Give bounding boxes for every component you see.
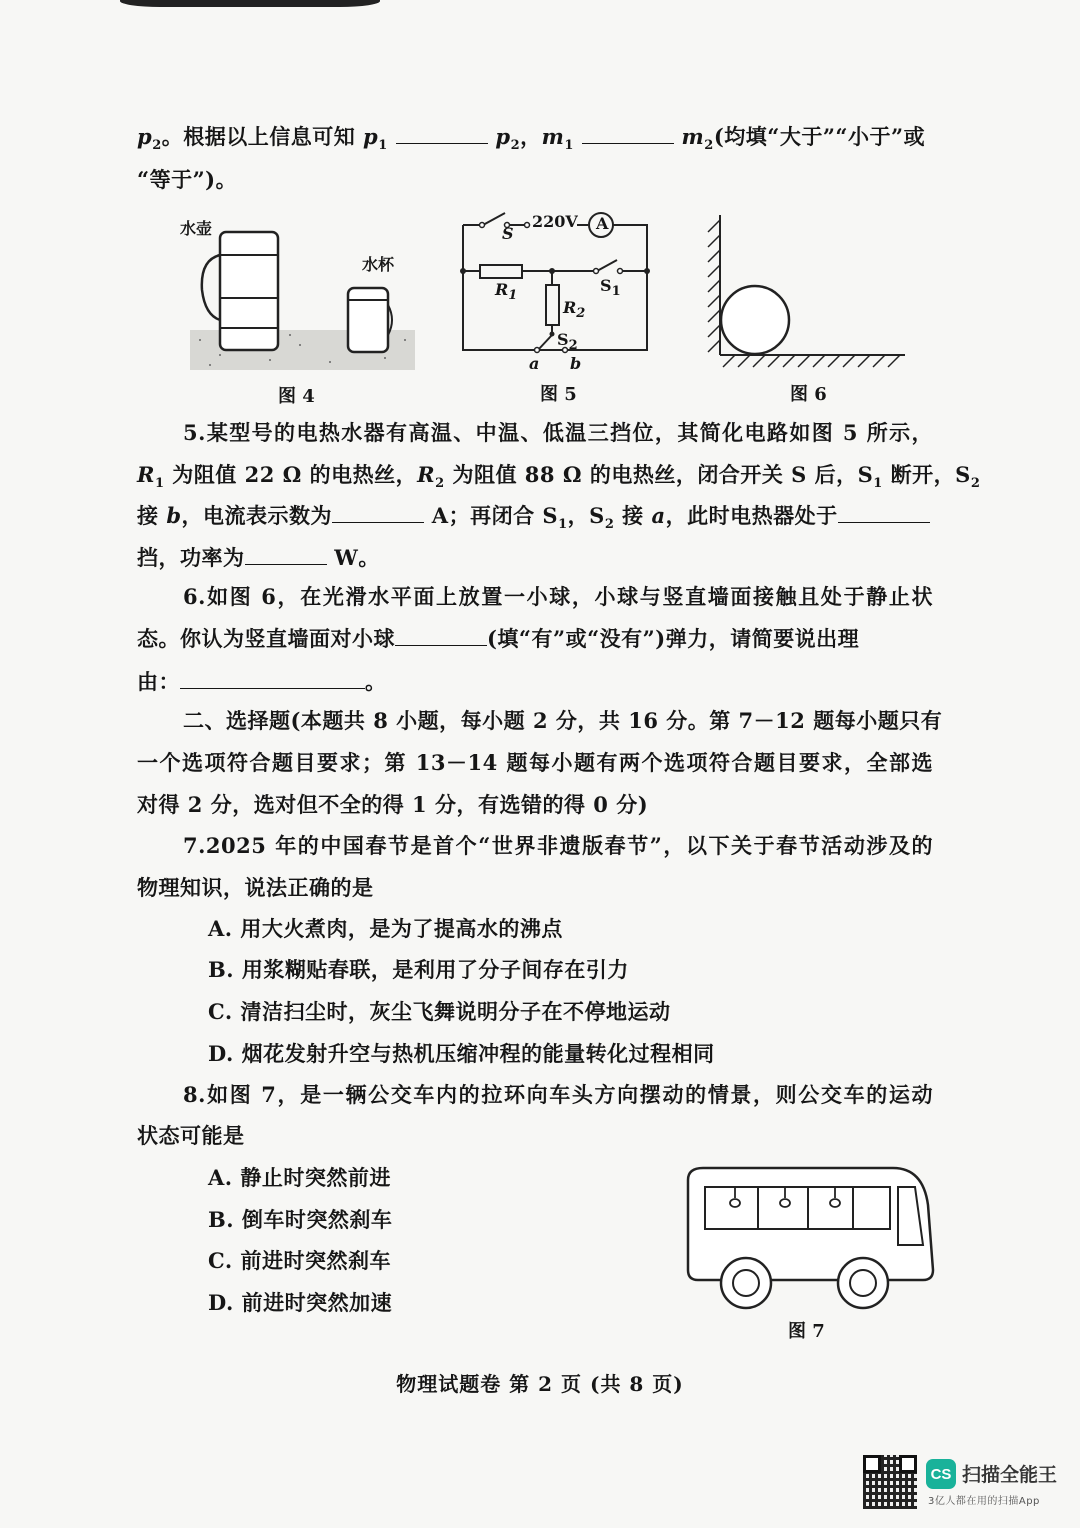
fig5-label-r1: $R_1$	[495, 280, 518, 304]
q8-option-d[interactable]: D. 前进时突然加速	[208, 1290, 393, 1315]
fig5-label-ammeter: A	[596, 214, 609, 233]
q7-line1: 7.2025 年的中国春节是首个“世界非遗版春节”，以下关于春节活动涉及的	[183, 833, 933, 858]
q5-line1: 5.某型号的电热水器有高温、中温、低温三挡位，其简化电路如图 5 所示，	[183, 420, 933, 445]
fig5-label-r2: $R_2$	[563, 298, 586, 322]
q8-option-c[interactable]: C. 前进时突然刹车	[208, 1248, 391, 1273]
q8-line1: 8.如图 7，是一辆公交车内的拉环向车头方向摆动的情景，则公交车的运动	[183, 1082, 933, 1107]
q7-option-c[interactable]: C. 清洁扫尘时，灰尘飞舞说明分子在不停地运动	[208, 999, 671, 1024]
blank-power[interactable]	[245, 544, 327, 565]
q5-line2: $R_1$ 为阻值 22 Ω 的电热丝，$R_2$ 为阻值 88 Ω 的电热丝，闭合开关 S 后，$S_1$ 断开，$S_2$	[137, 462, 981, 492]
q6-line1: 6.如图 6，在光滑水平面上放置一小球，小球与竖直墙面接触且处于静止状	[183, 584, 933, 609]
watermark-subtitle: 3亿人都在用的扫描App	[928, 1496, 1040, 1507]
fig5-label-s2: $S_2$	[557, 330, 578, 354]
blank-current[interactable]	[332, 502, 424, 523]
q8-option-a[interactable]: A. 静止时突然前进	[208, 1165, 391, 1190]
blank-m-compare[interactable]	[582, 123, 674, 144]
fig4-label-cup: 水杯	[362, 255, 395, 274]
fig5-caption: 图 5	[540, 384, 577, 405]
q7-option-b[interactable]: B. 用浆糊贴春联，是利用了分子间存在引力	[208, 957, 629, 982]
fig5-label-voltage: 220V	[532, 212, 578, 231]
figure-6-ball-wall	[700, 210, 910, 370]
q4-tail-line2: “等于”)。	[137, 167, 238, 192]
camscanner-logo-icon: CS	[926, 1459, 956, 1489]
section2-line1: 二、选择题(本题共 8 小题，每小题 2 分，共 16 分。第 7－12 题每小题只有	[183, 708, 943, 733]
blank-elastic-force[interactable]	[395, 625, 487, 646]
fig4-caption: 图 4	[278, 386, 315, 407]
q7-line2: 物理知识，说法正确的是	[137, 875, 374, 900]
q6-line2: 态。你认为竖直墙面对小球 (填“有”或“没有”)弹力，请简要说出理	[137, 626, 860, 651]
figure-4-kettle-cup	[180, 210, 420, 380]
q7-option-d[interactable]: D. 烟花发射升空与热机压缩冲程的能量转化过程相同	[208, 1041, 715, 1066]
qr-code-icon	[863, 1455, 917, 1509]
figure-7-bus	[683, 1165, 943, 1315]
blank-gear[interactable]	[838, 502, 930, 523]
blank-p-compare[interactable]	[396, 123, 488, 144]
blank-reason[interactable]	[180, 668, 365, 689]
q7-option-a[interactable]: A. 用大火煮肉，是为了提高水的沸点	[208, 916, 563, 941]
fig5-label-s: S	[502, 224, 514, 243]
q8-line2: 状态可能是	[137, 1123, 245, 1148]
q8-option-b[interactable]: B. 倒车时突然刹车	[208, 1207, 393, 1232]
fig5-label-a: a	[529, 354, 540, 373]
section2-line3: 对得 2 分，选对但不全的得 1 分，有选错的得 0 分)	[137, 792, 649, 817]
fig5-label-b: b	[570, 354, 582, 373]
page-footer: 物理试题卷 第 2 页 (共 8 页)	[396, 1372, 684, 1396]
fig7-caption: 图 7	[788, 1321, 825, 1342]
fig5-label-s1: $S_1$	[600, 276, 621, 300]
q4-tail-line1: $p_2$。根据以上信息可知 $p_1$ $p_2$，$m_1$ $m_2$(均填“大于”“小于”或	[137, 124, 926, 154]
fig6-caption: 图 6	[790, 384, 827, 405]
section2-line2: 一个选项符合题目要求；第 13－14 题每小题有两个选项符合题目要求，全部选	[137, 750, 933, 775]
scan-edge-shadow	[120, 0, 380, 7]
q6-line3: 由： 。	[137, 669, 387, 694]
q5-line4: 挡，功率为 W。	[137, 545, 380, 570]
q5-line3: 接 b，电流表示数为 A；再闭合 $S_1$，$S_2$ 接 a，此时电热器处于	[137, 501, 930, 540]
fig4-label-kettle: 水壶	[180, 219, 213, 238]
watermark-title: 扫描全能王	[962, 1464, 1058, 1486]
